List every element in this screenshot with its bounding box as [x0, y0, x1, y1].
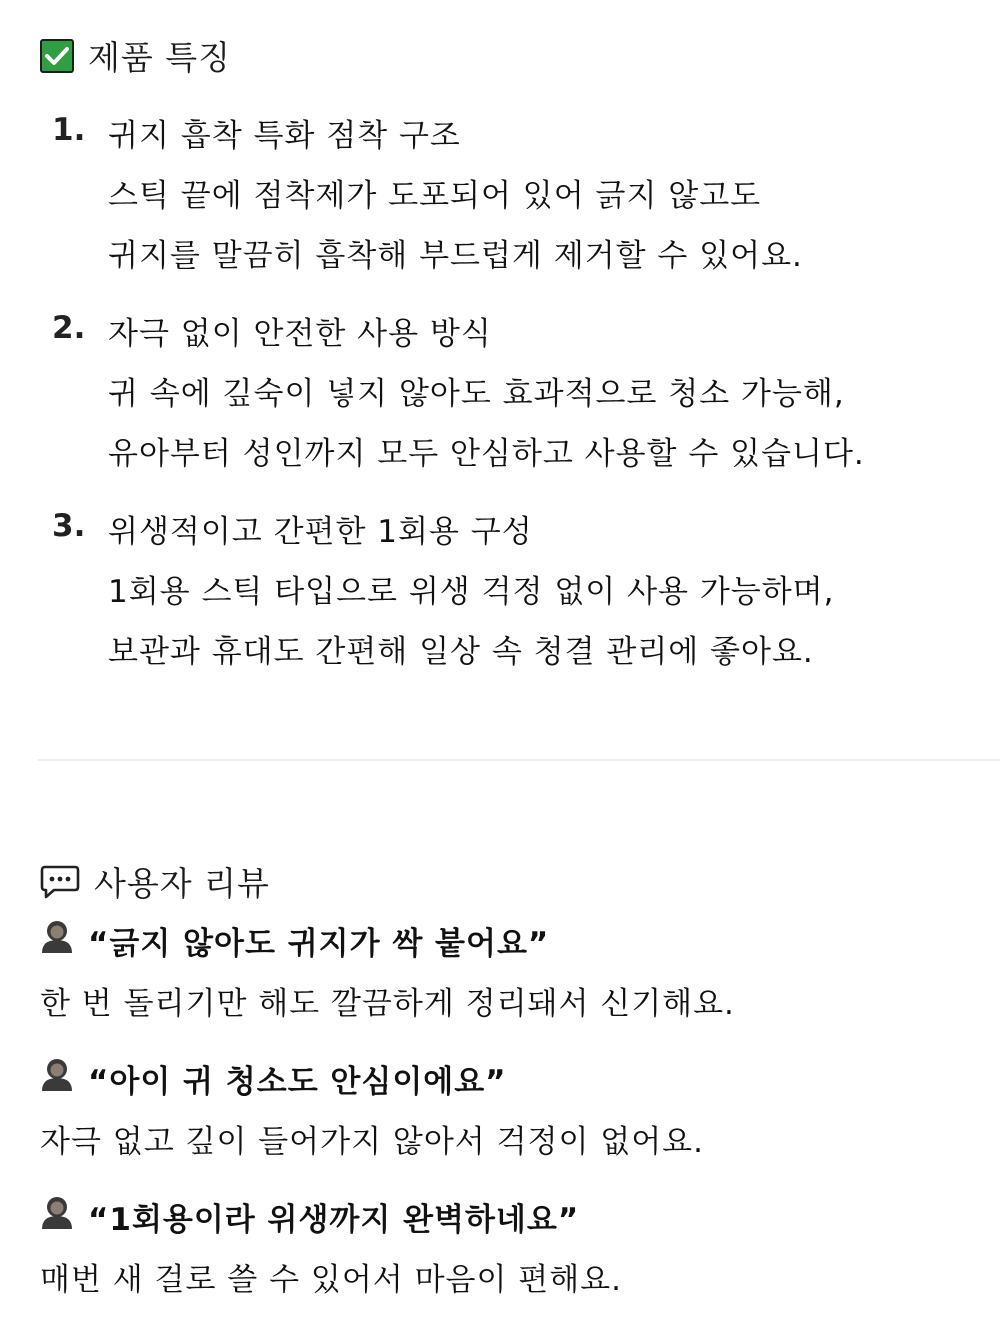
person-icon	[40, 1056, 74, 1092]
feature-line: 1회용 스틱 타입으로 위생 걱정 없이 사용 가능하며,	[108, 574, 835, 610]
feature-number: 2.	[52, 310, 86, 346]
feature-line: 보관과 휴대도 간편해 일상 속 청결 관리에 좋아요.	[108, 634, 814, 670]
feature-line: 귀 속에 깊숙이 넣지 않아도 효과적으로 청소 가능해,	[108, 376, 845, 412]
person-icon	[40, 918, 74, 954]
reviews-title: 사용자 리뷰	[94, 864, 270, 903]
feature-line: 유아부터 성인까지 모두 안심하고 사용할 수 있습니다.	[108, 436, 865, 472]
section-divider	[38, 759, 1000, 761]
feature-title: 자극 없이 안전한 사용 방식	[108, 316, 492, 352]
review-quote: “아이 귀 청소도 안심이에요”	[88, 1064, 507, 1100]
features-title: 제품 특징	[88, 38, 232, 77]
review-body: 매번 새 걸로 쓸 수 있어서 마음이 편해요.	[40, 1262, 622, 1298]
review-body: 자극 없고 깊이 들어가지 않아서 걱정이 없어요.	[40, 1124, 704, 1160]
review-body: 한 번 돌리기만 해도 깔끔하게 정리돼서 신기해요.	[40, 986, 735, 1022]
feature-line: 스틱 끝에 점착제가 도포되어 있어 긁지 않고도	[108, 178, 762, 214]
reviews-heading	[40, 858, 270, 905]
speech-bubble-icon	[40, 864, 80, 900]
feature-title: 귀지 흡착 특화 점착 구조	[108, 118, 461, 154]
review-quote: “긁지 않아도 귀지가 싹 붙어요”	[88, 926, 550, 962]
review-quote: “1회용이라 위생까지 완벽하네요”	[88, 1202, 580, 1238]
feature-title: 위생적이고 간편한 1회용 구성	[108, 514, 533, 550]
person-icon	[40, 1194, 74, 1230]
feature-number: 3.	[52, 508, 86, 544]
check-box-icon	[40, 39, 74, 73]
feature-number: 1.	[52, 112, 86, 148]
features-heading	[40, 32, 231, 79]
feature-line: 귀지를 말끔히 흡착해 부드럽게 제거할 수 있어요.	[108, 238, 803, 274]
